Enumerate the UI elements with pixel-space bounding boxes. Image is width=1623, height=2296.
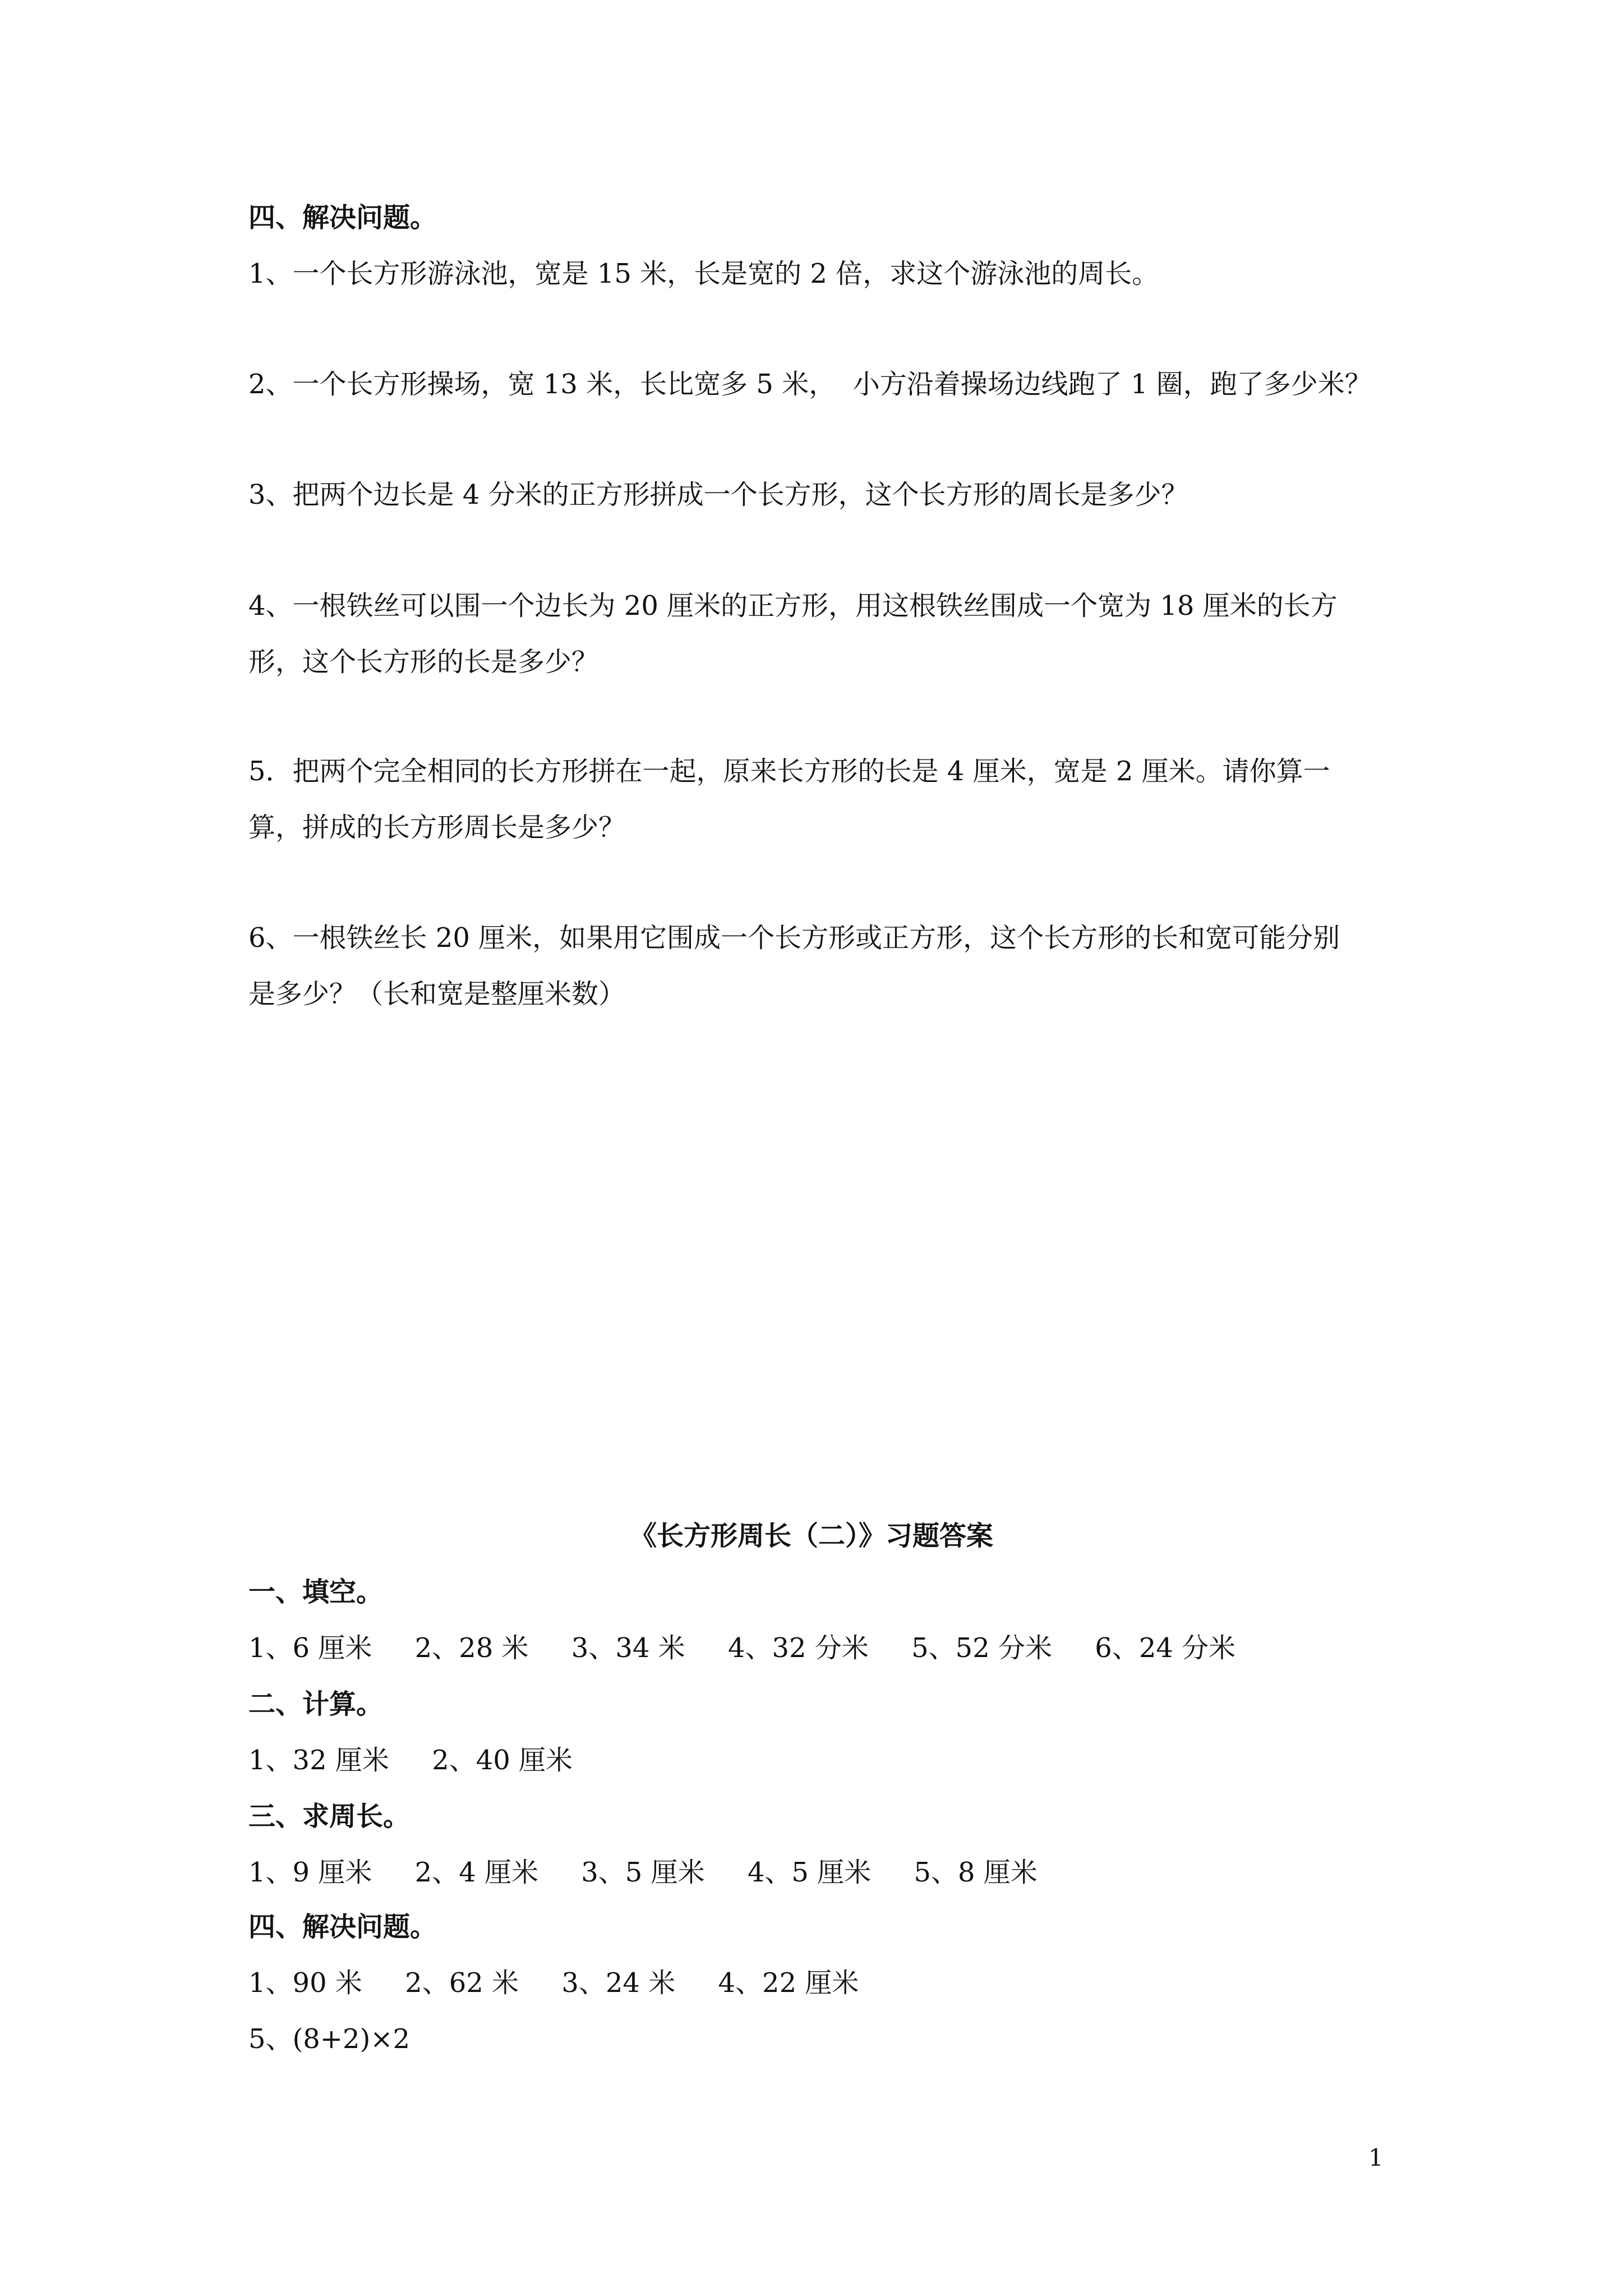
problem-5-line-1: 5．把两个完全相同的长方形拼在一起，原来长方形的长是 4 厘米，宽是 2 厘米。请你算一 [248, 756, 1330, 787]
answers-section3-line: 1、9 厘米 2、4 厘米 3、5 厘米 4、5 厘米 5、8 厘米 [248, 1857, 1038, 1888]
problem-6-line-2: 是多少？（长和宽是整厘米数） [248, 978, 626, 1010]
answers-section4-line-2: 5、(8+2)×2 [248, 2023, 411, 2055]
problem-5-line-2: 算，拼成的长方形周长是多少？ [248, 812, 626, 843]
problem-4-line-1: 4、一根铁丝可以围一个边长为 20 厘米的正方形，用这根铁丝围成一个宽为 18 厘米的长方 [248, 590, 1338, 622]
answers-section1-heading: 一、填空。 [248, 1576, 384, 1608]
problem-6-line-1: 6、一根铁丝长 20 厘米，如果用它围成一个长方形或正方形，这个长方形的长和宽可能分别 [248, 922, 1340, 954]
problem-1: 1、一个长方形游泳池，宽是 15 米，长是宽的 2 倍，求这个游泳池的周长。 [248, 258, 1159, 289]
answers-section2-line: 1、32 厘米 2、40 厘米 [248, 1745, 573, 1776]
problem-3: 3、把两个边长是 4 分米的正方形拼成一个长方形，这个长方形的周长是多少？ [248, 479, 1188, 510]
problems-heading: 四、解决问题。 [248, 202, 437, 233]
answers-title: 《长方形周长（二）》习题答案 [629, 1520, 993, 1552]
answers-section1-line: 1、6 厘米 2、28 米 3、34 米 4、32 分米 5、52 分米 6、24 分米 [248, 1632, 1236, 1664]
answers-section2-heading: 二、计算。 [248, 1688, 384, 1720]
problem-4-line-2: 形，这个长方形的长是多少？ [248, 646, 599, 678]
problem-2: 2、一个长方形操场，宽 13 米，长比宽多 5 米， 小方沿着操场边线跑了 1 圈，跑了多少米？ [248, 369, 1372, 400]
answers-section4-heading: 四、解决问题。 [248, 1911, 437, 1943]
page-number: 1 [1368, 2144, 1384, 2171]
answers-section3-heading: 三、求周长。 [248, 1801, 411, 1832]
answers-section4-line-1: 1、90 米 2、62 米 3、24 米 4、22 厘米 [248, 1967, 859, 1999]
